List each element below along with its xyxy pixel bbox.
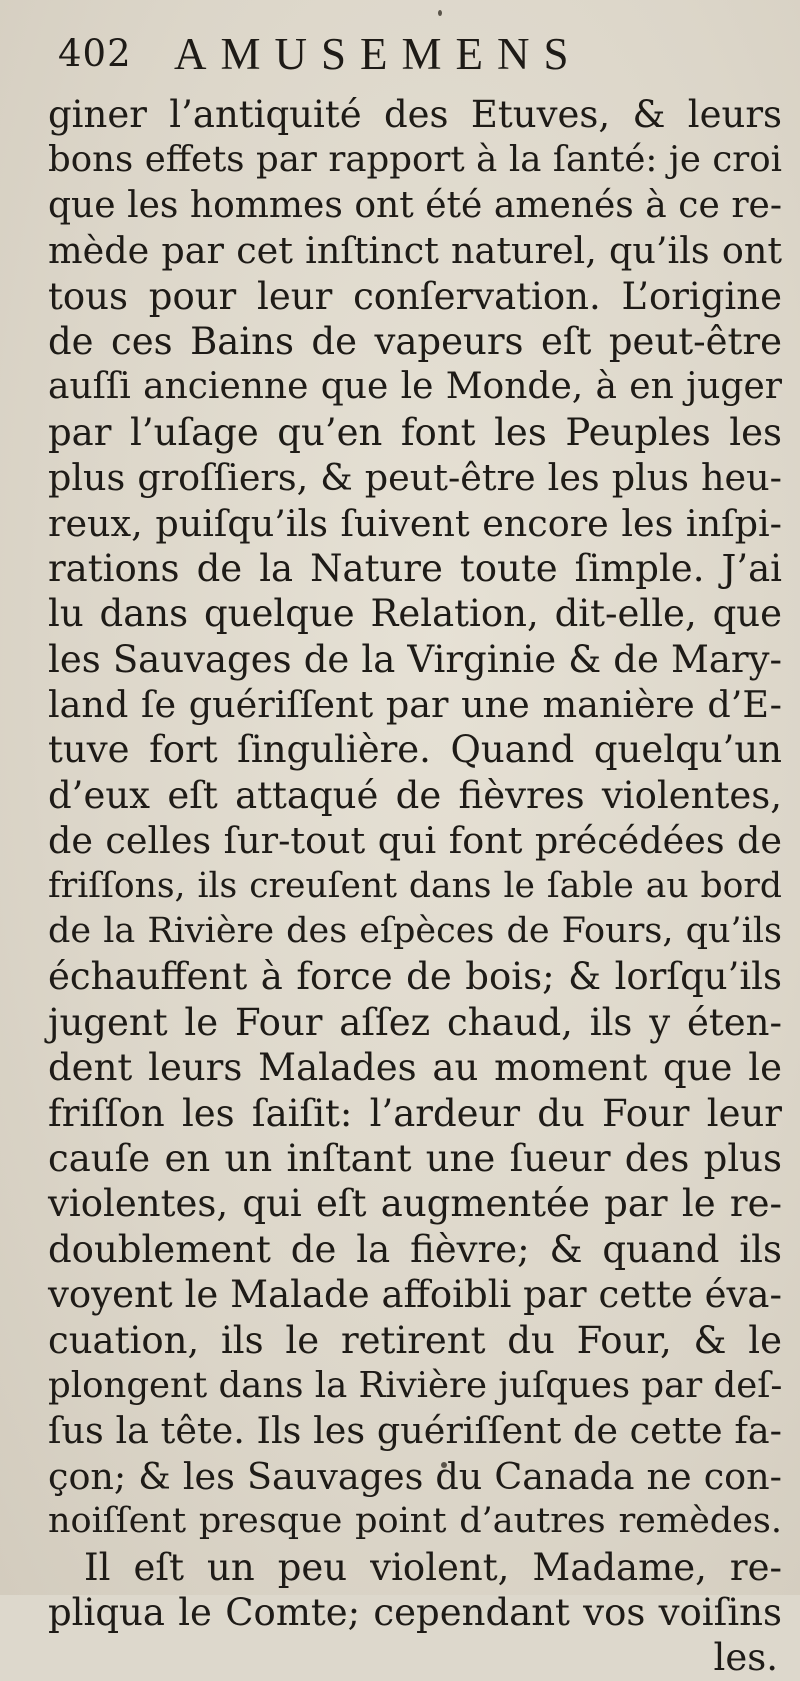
text-line: giner l’antiquité des Etuves, & leurs xyxy=(48,93,782,136)
text-line: de celles ſur-tout qui font précédées de xyxy=(48,819,782,863)
text-line: dent leurs Malades au moment que le xyxy=(48,1046,782,1090)
text-line: pliqua le Comte; cependant vos voiſins xyxy=(48,1590,782,1634)
text-line: les Sauvages de la Virginie & de Mary- xyxy=(48,637,782,681)
text-line: cuation, ils le retirent du Four, & le xyxy=(48,1318,782,1362)
text-line: violentes, qui eſt augmentée par le re- xyxy=(48,1182,782,1226)
text-line: mède par cet inſtinct naturel, qu’ils ont xyxy=(48,229,782,273)
text-line: friſſons, ils creuſent dans le ſable au bord xyxy=(48,865,782,906)
text-line: que les hommes ont été amenés à ce re- xyxy=(48,184,782,226)
text-line: doublement de la fièvre; & quand ils xyxy=(48,1227,782,1271)
ink-speck xyxy=(438,10,442,16)
text-line: auſſi ancienne que le Monde, à en juger xyxy=(48,366,782,408)
text-line: échauffent à force de bois; & lorſqu’ils xyxy=(48,955,782,999)
text-line: d’eux eſt attaqué de fièvres violentes, xyxy=(48,773,782,817)
text-line: plus groſſiers, & peut-être les plus heu- xyxy=(48,456,782,500)
text-line: tous pour leur conſervation. L’origine xyxy=(48,274,782,318)
text-line: plongent dans la Rivière juſques par deſ- xyxy=(48,1364,783,1406)
text-line: friſſon les ſaiſit: l’ardeur du Four leur xyxy=(48,1091,782,1135)
text-line: lu dans quelque Relation, dit-elle, que xyxy=(48,592,782,636)
page-number: 402 xyxy=(58,32,132,75)
text-line: rations de la Nature toute ſimple. J’ai xyxy=(48,546,782,590)
text-line: de ces Bains de vapeurs eſt peut-être xyxy=(48,319,782,363)
text-line: bons effets par rapport à la ſanté: je croi xyxy=(48,139,782,181)
text-line: voyent le Malade affoibli par cette éva- xyxy=(48,1273,782,1317)
text-line: reux, puiſqu’ils ſuivent encore les inſpi- xyxy=(48,501,782,545)
text-line: cauſe en un inſtant une ſueur des plus xyxy=(48,1136,782,1180)
text-line: de la Rivière des eſpèces de Fours, qu’ils xyxy=(48,911,782,952)
text-line: tuve fort ſingulière. Quand quelqu’un xyxy=(48,728,782,772)
catchword: les. xyxy=(713,1636,778,1680)
running-head: AMUSEMENS xyxy=(174,29,583,79)
text-line: noiſſent presque point d’autres remèdes. xyxy=(48,1501,782,1542)
page-header xyxy=(58,28,778,86)
body-text xyxy=(48,92,782,1681)
text-line: Il eſt un peu violent, Madame, re- xyxy=(84,1545,782,1589)
text-line: jugent le Four aſſez chaud, ils y éten- xyxy=(48,1000,782,1044)
text-line: çon; & les Sauvages du Canada ne con- xyxy=(48,1454,782,1498)
text-line: land ſe guériſſent par une manière d’E- xyxy=(48,683,782,727)
text-line: par l’uſage qu’en font les Peuples les xyxy=(48,410,782,454)
text-line: ſus la tête. Ils les guériſſent de cette fa- xyxy=(48,1409,782,1453)
